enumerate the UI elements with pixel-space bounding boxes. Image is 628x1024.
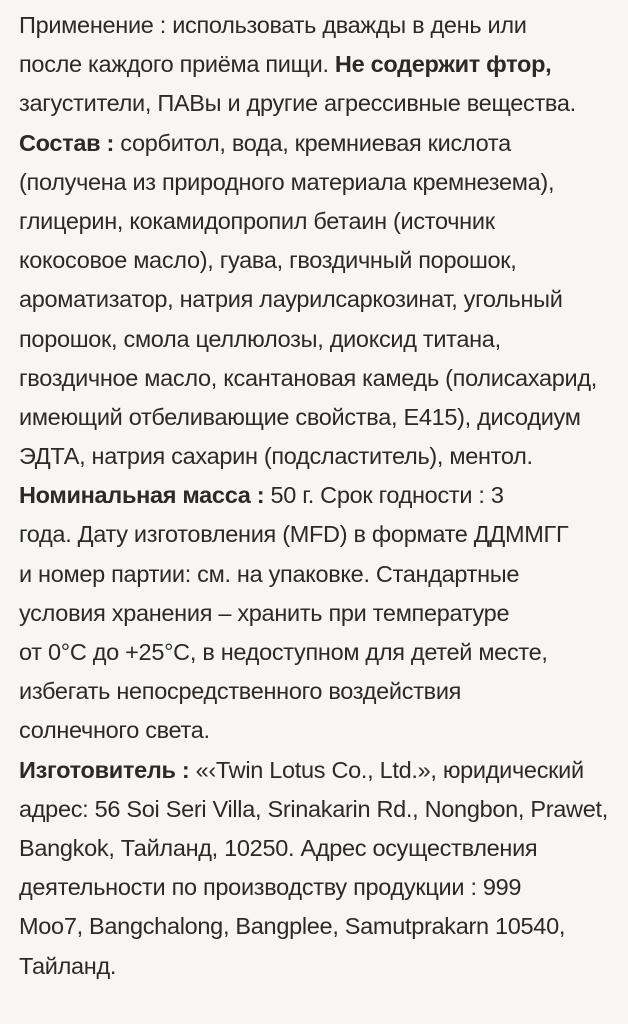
manufacturer-line [19,947,628,986]
composition-line [19,124,628,163]
composition-text: (получена из природного материала кремнезема), [19,168,555,195]
mass-text: года. Дату изготовления (MFD) в формате ДДММГГ [19,521,569,548]
manufacturer-text: Тайланд. [19,952,117,979]
mass-text: и номер партии: см. на упаковке. Стандартные [19,560,520,587]
mass-text: избегать непосредственного воздействия [19,678,462,705]
manufacturer-text: Moo7, Bangchalong, Bangplee, Samutprakarn 10540, [19,913,566,940]
composition-text: ароматизатор, натрия лаурилсаркозинат, угольный [19,286,563,313]
manufacturer-line [19,907,628,946]
manufacturer-text: адрес: 56 Soi Seri Villa, Srinakarin Rd., Nongbon, Prawet, [19,795,608,822]
mass-text: 50 г. Срок годности : 3 [264,482,504,509]
composition-text: порошок, смола целлюлозы, диоксид титана, [19,325,501,352]
mass-text: солнечного света. [19,717,210,744]
mass-text: от 0°С до +25°С, в недоступном для детей месте, [19,639,548,665]
mass-line [19,672,628,711]
manufacturer-line [19,868,628,907]
manufacturer-text: деятельности по производству продукции : 999 [19,874,522,901]
application-text: загустители, ПАВы и другие агрессивные вещества. [19,90,576,117]
manufacturer-text: Bangkok, Тайланд, 10250. Адрес осуществления [19,834,538,861]
mass-line [19,555,628,594]
composition-text: ЭДТА, натрия сахарин (подсластитель), ментол. [19,443,533,470]
composition-heading: Состав : [19,129,115,156]
composition-line [19,320,628,359]
manufacturer-line [19,829,628,868]
composition-text: кокосовое масло), гуава, гвоздичный порошок, [19,247,517,274]
composition-line [19,202,628,241]
application-text: после каждого приёма пищи. [19,51,335,78]
composition-text: глицерин, кокамидопропил бетаин (источник [19,207,495,234]
composition-text: гвоздичное масло, ксантановая камедь (полисахарид, [19,364,597,391]
composition-line [19,280,628,319]
mass-heading: Номинальная масса : [19,482,265,509]
mass-line [19,476,628,515]
composition-text: имеющий отбеливающие свойства, E415), дисодиум [19,403,581,430]
application-line [19,6,628,45]
application-line [19,84,628,123]
application-line [19,45,628,84]
application-text: Применение : использовать дважды в день или [19,12,527,38]
composition-line [19,163,628,202]
composition-line [19,437,628,476]
no-fluoride-notice: Не содержит фтор, [334,51,552,78]
manufacturer-heading: Изготовитель : [19,756,190,783]
manufacturer-line [19,790,628,829]
manufacturer-text: «‹Twin Lotus Co., Ltd.», юридический [189,756,584,783]
mass-line [19,515,628,554]
mass-line [19,633,628,672]
composition-line [19,241,628,280]
mass-line [19,594,628,633]
composition-line [19,398,628,437]
mass-line [19,711,628,750]
mass-text: условия хранения – хранить при температуре [19,599,510,626]
composition-line [19,359,628,398]
manufacturer-line [19,751,628,790]
composition-text: сорбитол, вода, кремниевая кислота [114,129,511,156]
